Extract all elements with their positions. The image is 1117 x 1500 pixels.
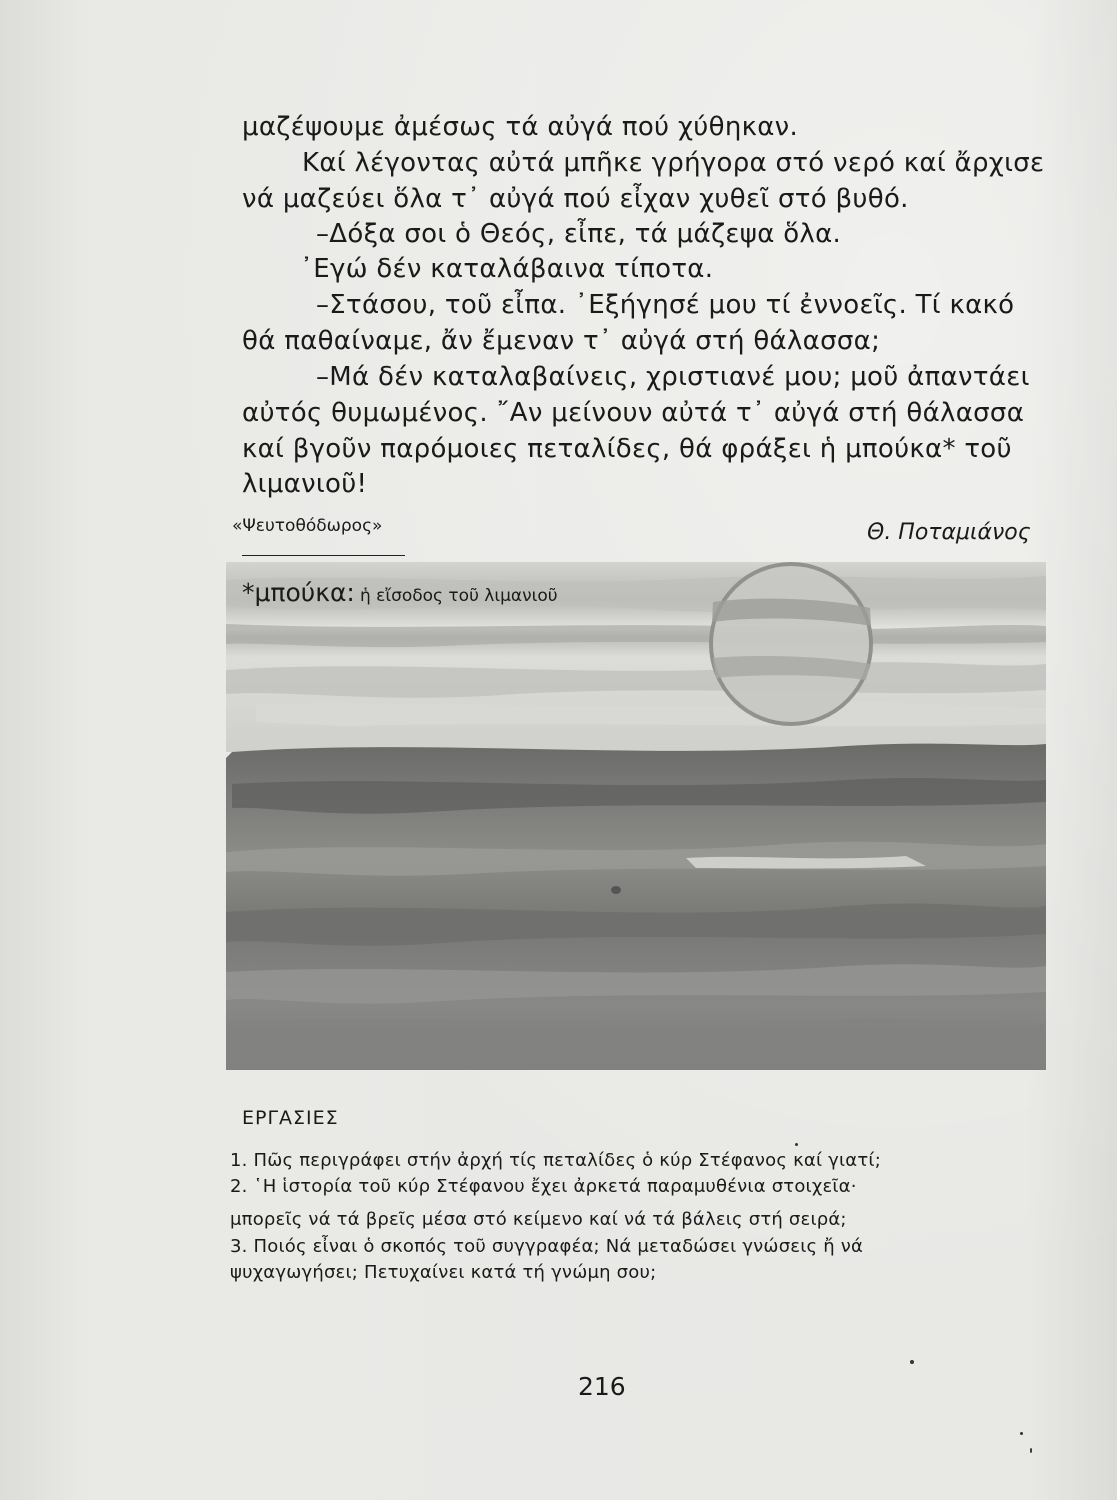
body-line-11: λιμανιοῦ! [242,469,368,499]
exercise-line-3: μπορεῖς νά τά βρεῖς μέσα στό κείμενο καί νά τά βάλεις στή σειρά; [230,1209,847,1230]
body-line-2: Καί λέγοντας αὐτά μπῆκε γρήγορα στό νερό καί ἄρχισε [302,148,1045,178]
footnote [242,578,558,607]
ink-speck [795,1143,798,1146]
exercise-line-5: ψυχαγωγήσει; Πετυχαίνει κατά τή γνώμη σου; [230,1262,657,1283]
exercise-line-4: 3. Ποιός εἶναι ὁ σκοπός τοῦ συγγραφέα; Νά μεταδώσει γνώσεις ἤ νά [230,1236,864,1257]
body-line-5: ᾽Εγώ δέν καταλάβαινα τίποτα. [300,254,714,284]
footnote-rule [242,555,405,556]
author-name: Θ. Ποταμιάνος [867,520,1031,545]
body-line-9: αὐτός θυμωμένος. ῎Αν μείνουν αὐτά τ᾽ αὐγά στή θάλασσα [242,398,1025,428]
sea-sunset-illustration [226,562,1046,1070]
exercise-line-2: 2. ῾Η ἱστορία τοῦ κύρ Στέφανου ἔχει ἀρκετά παραμυθένια στοιχεῖα· [230,1176,857,1197]
body-line-1: μαζέψουμε ἀμέσως τά αὐγά πού χύθηκαν. [242,112,799,142]
body-line-10: καί βγοῦν παρόμοιες πεταλίδες, θά φράξει ἡ μπούκα* τοῦ [242,434,1012,464]
ink-speck [910,1360,914,1364]
footnote-term: *μπούκα: [242,578,355,607]
source-title: «Ψευτοθόδωρος» [232,516,383,536]
body-line-3: νά μαζεύει ὅλα τ᾽ αὐγά πού εἶχαν χυθεῖ στό βυθό. [242,184,909,214]
body-line-7: θά παθαίναμε, ἄν ἔμεναν τ᾽ αὐγά στή θάλασσα; [242,326,881,356]
ink-speck [1020,1432,1023,1435]
body-line-4: –Δόξα σοι ὁ Θεός, εἶπε, τά μάζεψα ὅλα. [316,219,842,249]
ink-speck [1030,1448,1032,1453]
footnote-definition: ἡ εἴσοδος τοῦ λιμανιοῦ [359,586,558,606]
exercise-line-1: 1. Πῶς περιγράφει στήν ἀρχή τίς πεταλίδες ὁ κύρ Στέφανος καί γιατί; [230,1150,881,1171]
body-line-8: –Μά δέν καταλαβαίνεις, χριστιανέ μου; μοῦ ἀπαντάει [316,362,1030,392]
page-number: 216 [578,1372,626,1401]
body-line-6: –Στάσου, τοῦ εἶπα. ᾽Εξήγησέ μου τί ἐννοεῖς. Τί κακό [316,290,1015,320]
exercises-title: ΕΡΓΑΣΙΕΣ [242,1107,339,1129]
